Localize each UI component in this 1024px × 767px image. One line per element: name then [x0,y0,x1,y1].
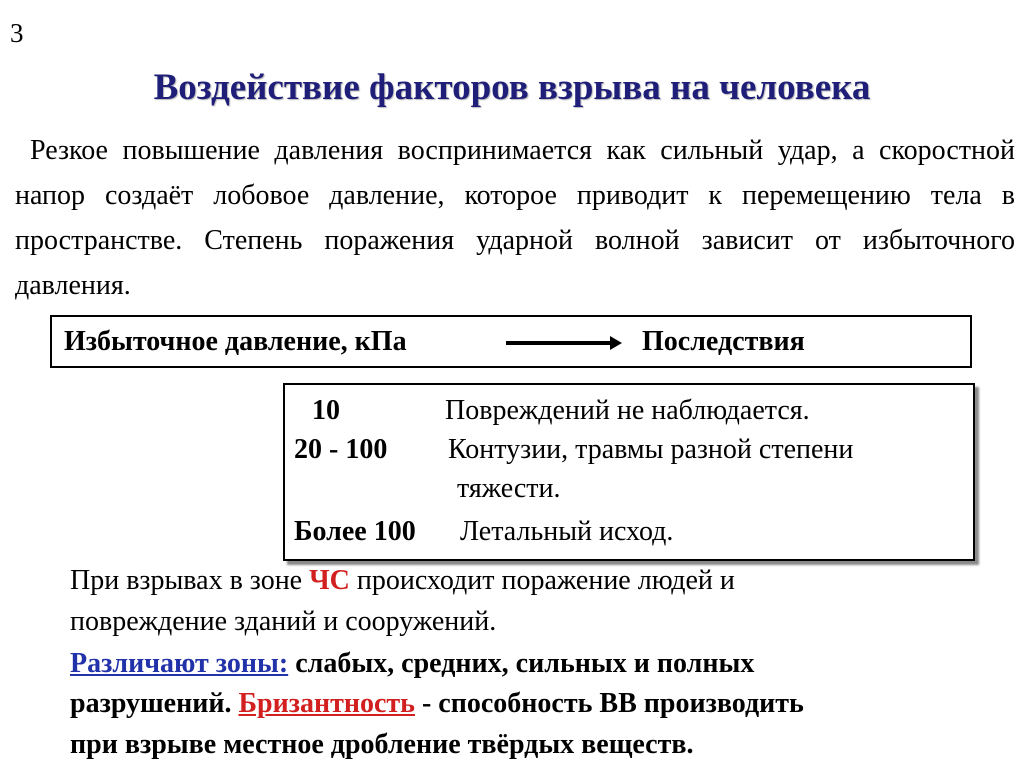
footer-line-5: при взрыве местное дробление твёрдых веществ. [70,729,694,760]
effect-text-1: Повреждений не наблюдается. [445,395,810,426]
zones-text: слабых, средних, сильных и полных [288,648,755,679]
brisance-link[interactable]: Бризантность [238,688,415,719]
effect-value-2: 20 - 100 [294,434,388,465]
zones-link[interactable]: Различают зоны: [70,648,289,679]
footer-line-4-before: разрушений. [70,688,239,719]
slide-number: 3 [10,18,24,48]
footer-line-1-before: При взрывах в зоне [70,565,310,596]
effect-value-1: 10 [312,395,340,426]
effect-text-2: Контузии, травмы разной степени [448,434,854,465]
right-arrow-icon [506,341,612,345]
slide-title: Воздействие факторов взрыва на человека [153,67,871,108]
footer-line-4-after: - способность ВВ производить [414,688,804,719]
effects-table-box [283,383,975,561]
effect-value-3: Более 100 [294,516,416,547]
footer-line-2: повреждение зданий и сооружений. [70,606,497,637]
intro-paragraph: Резкое повышение давления воспринимается как сильный удар, а скоростной напор создаёт лобовое давление, которое приводит к перемещению тела в пространстве. Степень поражения ударной волной зависит от избыточного давления. [15,135,1015,301]
effect-text-2-continued: тяжести. [457,473,561,504]
consequences-label: Последствия [642,326,805,357]
footer-line-1 [70,565,735,597]
emergency-zone-highlight: ЧС [309,565,350,596]
footer-line-4 [70,688,804,720]
pressure-consequences-header-box [50,315,972,368]
effect-text-3: Летальный исход. [460,516,674,547]
footer-line-3 [70,648,754,680]
pressure-label: Избыточное давление, кПа [64,326,407,357]
footer-line-1-after: происходит поражение людей и [349,565,735,596]
